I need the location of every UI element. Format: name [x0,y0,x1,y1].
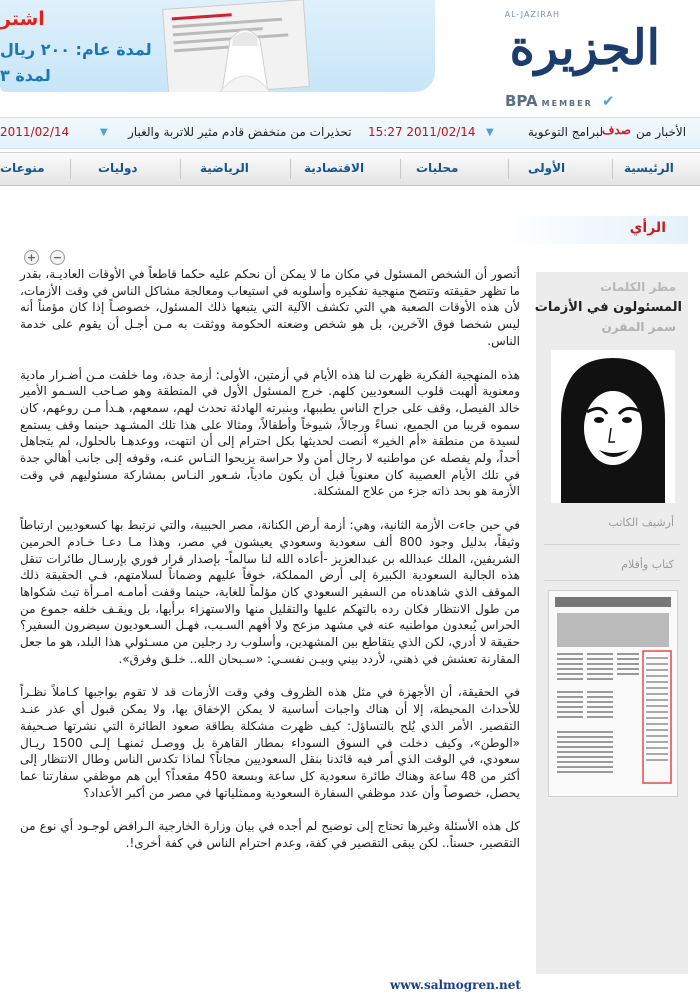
subscription-ad[interactable] [0,0,435,92]
nav-divider [612,159,613,179]
ticker-news-from: الأخبار من [636,125,687,139]
nav-divider [290,159,291,179]
ticker-item-1[interactable]: تحذيرات من منخفض قادم مثير للاتربة والغبار [128,125,352,139]
ticker-item-2[interactable]: لبرامج التوعوية [528,125,604,139]
nav-divider [400,159,401,179]
page-thumbnail-image [549,591,677,796]
bpa-label: BPA [505,92,538,110]
article-body [20,266,520,869]
section-title: الرأي [629,220,666,236]
author-photo [551,350,675,503]
nav-divider [70,159,71,179]
column-name: مطر الكلمات [600,280,676,294]
nav-divider [508,159,509,179]
triangle-icon: ▼ [486,127,494,138]
section-tab [500,216,688,244]
nav-item-sports[interactable]: الرياضية [200,161,249,175]
nav-divider [180,159,181,179]
nav-item-misc[interactable]: منوعات [0,161,45,175]
article-paragraph: في الحقيقة، أن الأجهزة في مثل هذه الظروف وفي وقت الأزمات قد لا تقوم بواجبها كـاملاً نظـراً للأحداث المحيطة، إلا أن هناك واجبات أساسية لا يمكن الإخفاق بها، ولا يمكن قبول أي عذر عنـد التقصير. الأمر الذي يُلح بالتساؤل: كيف ظهرت مشكلة بطاقة صعود الطائرة التي نشرتها صـحيفة «الوطن»، وكيف دخلت في السوق السوداء بمطار القاهرة بل ووصـل ثمنهـا إلـى 1500 ريـال سعودي، في الوقت الذي أمر فيه قائدنا بنقل السعوديين مجاناً؟ لماذا تكدس الناس وطال الانتظار إلى أكثر من 48 ساعة وهناك طائرة سعودية كل ساعة وبسعة 450 مقعداً؟ أين هم موظفي سفارتنا عما يحصل، خصوصاً وأن عدد موظفي السفارة السعودية وممثلياتها في مصر من أكبر الأعداد؟ [20,685,520,800]
reader-person-image [200,20,290,92]
zoom-in-icon[interactable]: + [24,250,39,265]
newspaper-page-thumbnail[interactable] [548,590,678,797]
site-logo[interactable] [470,10,660,80]
main-navigation [0,152,700,186]
nav-item-front-page[interactable]: الأولى [528,161,566,175]
subscription-title: اشتر [0,8,45,30]
nav-item-local[interactable]: محليات [416,161,459,175]
author-sidebar [536,272,688,974]
check-icon: ✔ [602,92,615,110]
article-paragraph: هذه المنهجية الفكرية ظهرت لنا هذه الأيام في أزمتين، الأولى: أزمة جدة، وما خلفت مـن أضـرار مادية ومعنوية ألهبت قلوب السعوديين كلهم. خرج المسئول الأول في المنطقة وهو صـاحب السـمو الأمير خالد الفيصل، وقف على جراح الناس يطببها، وبنبرته الهادئة تحدث لهم، سمعهم، هـدأ مـن روعهم، كان سموه قريبا من الجميع، نساءً ورجالاً، شيوخاً وأطفالاً، ومثالا على هذا تلك المشـهد حينما وقف يستمع لسيدة من منطقة «أم الخير» أنصت لحديثها بكل احترام إلى أن انتهت، ووعدهـا بالحلول، لم يتجاهل أحداً، ولم يفصله عن مواطنيه لا رجال أمن ولا حراسة يزيحوا النـاس عنـه، وقوفه إلى جانب أهالي جدة في تلك الأيام العصيبة كان معنوياً قبل أن يكون مادياً، شـعور النـاس بمشاركة مسئوليهم في وقت الأزمة هو بحد ذاته جزء من علاج المشكلة. [20,367,520,499]
sidebar-divider [544,544,680,545]
author-website-link[interactable]: www.salmogren.net [390,978,521,992]
ticker-item-1-time: 15:27 2011/02/14 [368,125,476,139]
sadaf-logo: صدف [602,123,631,137]
writers-link[interactable]: كتاب وأقلام [621,558,674,571]
zoom-out-icon[interactable]: − [50,250,65,265]
subscription-line3: لمدة ٣ [0,66,51,85]
nav-item-international[interactable]: دوليات [98,161,138,175]
article-paragraph: أتصور أن الشخص المسئول في مكان ما لا يمكن أن نحكم عليه حكما قاطعاً في الأوقات العاديـة، بقدر ما تظهر حقيقته وتتضح منهجية تفكيره وأسلوبه في استيعاب ومعالجة مشاكل الناس في وقت الأزمات، لأن هذه الأوقات الصعبة هي التي تكشف الآلية التي يتبعها ذلك المسئول، خصوصـاً إذا كان مؤمناً أنه ليس شخصا فوق الآخرين، بل هو شخص وضعته الحكومة ووثقت به مـن أجـل أن يقوم على خدمة الناس. [20,267,520,348]
triangle-icon: ▼ [100,127,108,138]
sidebar-divider [544,580,680,581]
author-name[interactable]: سمر المقرن [601,320,676,334]
nav-item-economy[interactable]: الاقتصادية [304,161,365,175]
author-portrait-icon [551,350,675,503]
ticker-date-left: 2011/02/14 [0,125,70,139]
logo-arabic-text: الجزيرة [509,20,660,76]
article-paragraph: كل هذه الأسئلة وغيرها تحتاج إلى توضيح لم أجده في بيان وزارة الخارجية الـرافض لوجـود أي نوع من التقصير، حسناً.. لكن يبقى التقصير في كفة، وعدم احترام الناس في كفة أخرى!. [20,819,520,851]
bpa-member-badge [505,92,615,116]
news-ticker [0,117,700,149]
author-archive-link[interactable]: أرشيف الكاتب [608,516,674,529]
subscription-annual-price: لمدة عام: ٢٠٠ ريال [0,40,152,59]
article-title: المسئولون في الأزمات [534,300,682,315]
site-header [0,0,700,110]
nav-item-home[interactable]: الرئيسية [624,161,674,175]
logo-latin-text: AL-JAZIRAH [504,10,560,19]
bpa-member-label: MEMBER [541,99,593,108]
article-paragraph: في حين جاءت الأزمة الثانية، وهي: أزمة أرض الكنانة، مصر الحبيبة، والتي نرتبط بها كسعوديين ارتباطاً وثيقاً، بدليل وجود 800 ألف سعودية وسعودي يعيشون في مصر، وهذا مـا دعـا خـادم الحرمين الشريفين، الملك عبدالله بن عبدالعزيز -أعاده الله لنا سالماً- بإصدار قرار فوري بإرسـال طائرات تنقل هذه الجالية السعودية الكبيرة إلى أرض المملكة، خوفاً عليهم وضماناً لسلامتهم، فـي الحقيقة ذلك الموقف الذي شاهدناه من السفير السعودي كان مؤلماً للغاية، حينما وقفت أمامـه امـرأة تبث شكواها من طول الانتظار فكان رده بالتهكم عليها والتقليل منها والاستهزاء برأيها، بل ويقـف خلفه جموع من الحراس يُبعدون مواطنيه عنه في مشهد مزعج ولا أفهم السـبب، فهـل السـعوديون سيضرون السفير؟ حقيقة لا أدري، لكن الذي يتقاطع بين المشهدين، وأسلوب رد رجلين من مسـئولي هذا البلد، هو ما جعل المقارنة تعشش في ذهني، لأردد بيني وبيـن نفسـي: «سـبحان الله.. خلـق وفرق». [20,518,520,666]
